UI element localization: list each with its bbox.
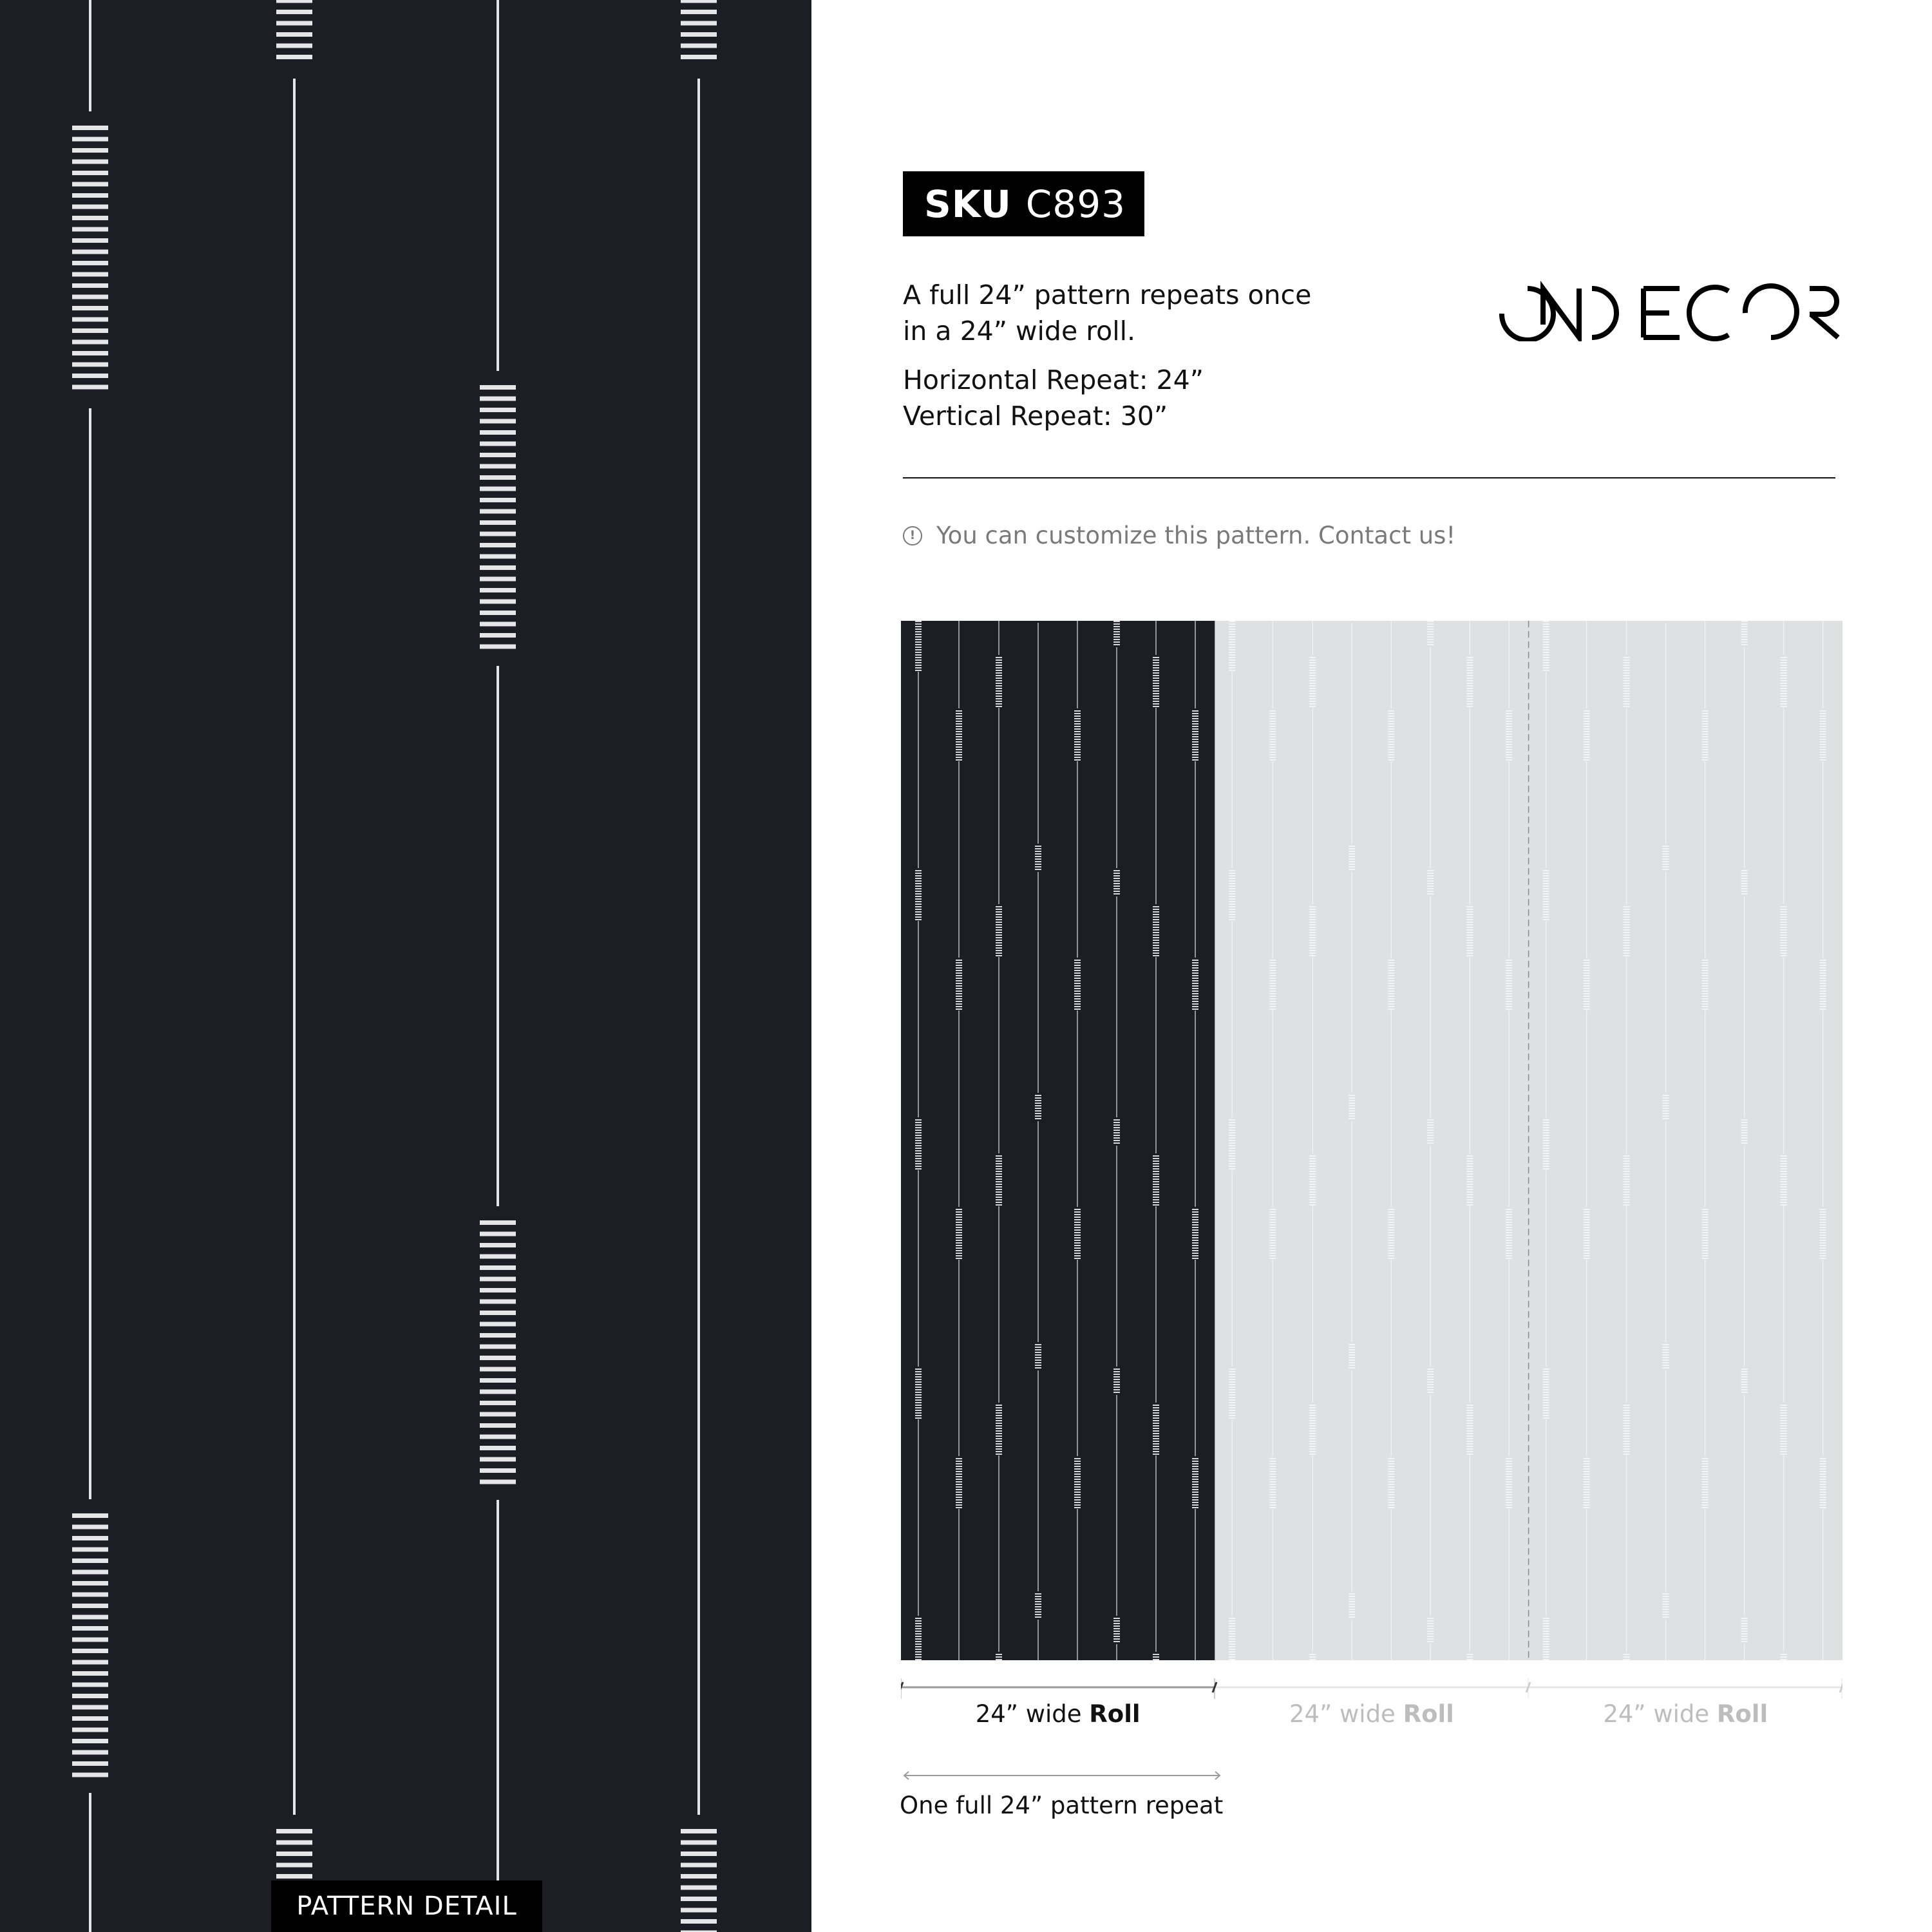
section-divider: [903, 477, 1835, 478]
customize-notice-text: You can customize this pattern. Contact us!: [936, 522, 1456, 549]
roll-label-3: [1529, 1700, 1842, 1739]
roll-label-bold: Roll: [1089, 1700, 1141, 1728]
roll-label-bold: Roll: [1403, 1700, 1454, 1728]
info-circle-icon: !: [903, 526, 922, 545]
roll-label-bold: Roll: [1716, 1700, 1768, 1728]
description-line-1: A full 24” pattern repeats once: [903, 279, 1312, 310]
vertical-repeat: Vertical Repeat: 30”: [903, 401, 1168, 431]
description-line-2: in a 24” wide roll.: [903, 316, 1136, 346]
pattern-detail-image: [0, 0, 811, 1932]
customize-notice[interactable]: [903, 522, 1455, 549]
roll-label-1: [901, 1700, 1215, 1739]
sku-badge: [903, 171, 1144, 236]
roll-preview: [901, 621, 1842, 1660]
ondecor-wordmark-icon: [1489, 277, 1850, 341]
pattern-repeat-arrow: [901, 1768, 1223, 1783]
pattern-detail-panel: [0, 0, 811, 1932]
roll-label-prefix: 24” wide: [1289, 1700, 1403, 1728]
roll-label-prefix: 24” wide: [975, 1700, 1090, 1728]
roll-label-2: [1215, 1700, 1528, 1739]
roll-labels: [901, 1700, 1842, 1739]
roll-preview-image: [901, 621, 1842, 1660]
sku-key: SKU: [924, 182, 1012, 226]
repeat-description: [903, 277, 1311, 349]
repeat-specs: [903, 362, 1204, 434]
pattern-repeat-caption: One full 24” pattern repeat: [900, 1792, 1224, 1819]
pattern-detail-label: PATTERN DETAIL: [271, 1880, 542, 1932]
roll-label-prefix: 24” wide: [1603, 1700, 1717, 1728]
horizontal-repeat: Horizontal Repeat: 24”: [903, 365, 1204, 395]
sku-value: C893: [1025, 182, 1126, 226]
